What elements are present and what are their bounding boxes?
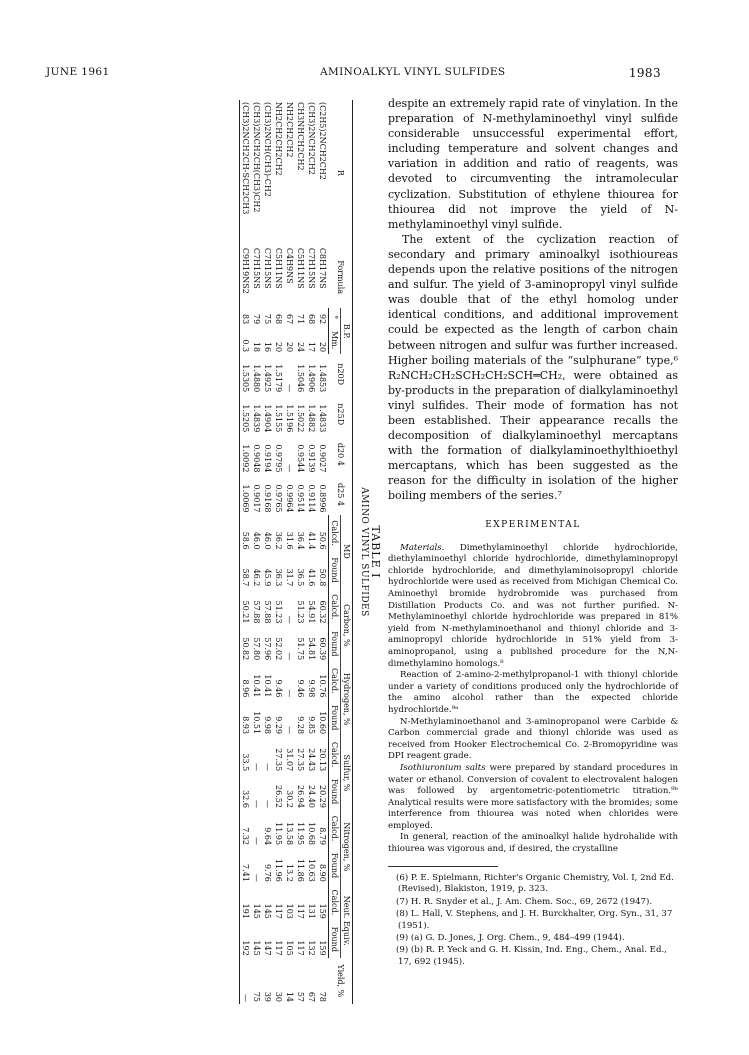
table-cell: 1.5305	[240, 354, 252, 394]
table-cell: 57.80	[252, 637, 261, 661]
table-cell: 36.2	[274, 531, 283, 550]
table-cell: C4H9NS	[285, 247, 294, 284]
table-cell: 31.7	[285, 568, 294, 587]
table-cell: 0.9139	[307, 444, 316, 473]
table-cell: 17	[307, 341, 316, 353]
table-cell: 51.23	[274, 600, 283, 624]
table-cell: 117	[274, 940, 283, 956]
col-bp-mm: Mm.	[329, 326, 341, 354]
table-cell: 13.58	[285, 822, 294, 846]
exp-general: In general, reaction of the aminoalkyl halide hydrohalide with thiourea was vigorous and, if desired, the crystalline	[388, 832, 678, 855]
table-cell: 0.9048	[252, 444, 261, 473]
table-body	[240, 100, 329, 1004]
table-cell: 57.88	[252, 600, 261, 624]
table-cell: 1.4880	[252, 364, 261, 393]
table-cell: 51.75	[296, 637, 305, 661]
col-d25: d25 4	[329, 474, 353, 514]
table-i	[80, 92, 386, 1012]
table-cell: C9H19NS2	[240, 246, 252, 309]
col-n20: n20D	[329, 354, 353, 394]
exp-isothiuronium-label: Isothiuronium salts	[400, 762, 486, 773]
table-cell: 68	[307, 313, 316, 325]
table-cell: 27.35	[296, 748, 305, 772]
table-cell: 147	[263, 940, 272, 956]
table-cell: 57.88	[263, 600, 272, 624]
table-cell: 8.96	[240, 662, 252, 699]
col-md-found: Found	[329, 552, 341, 589]
table-cell: 1.5196	[285, 404, 294, 433]
table-cell: 24.43	[307, 748, 316, 772]
reference-9b: (9) (b) R. P. Yeck and G. H. Kissin, Ind. Eng., Chem., Anal. Ed., 17, 692 (1945).	[396, 945, 667, 967]
table-cell: 13.2	[285, 864, 294, 882]
table-cell: 10.41	[263, 674, 272, 698]
col-h-calcd: Calcd.	[329, 662, 341, 699]
table-cell: 50.21	[240, 588, 252, 625]
table-cell: (CH3)2NCH2CH(CH3)CH2	[252, 102, 261, 213]
table-cell: —	[240, 958, 252, 1004]
table-cell: 191	[240, 884, 252, 921]
table-cell: 11.96	[274, 858, 283, 882]
table-cell: —	[252, 837, 261, 846]
reference-8: (8) L. Hall, V. Stephens, and J. H. Burckhalter, Org. Syn., 31, 37 (1951).	[396, 909, 673, 931]
table-cell: 60.32	[318, 600, 327, 624]
table-cell: 78	[318, 991, 328, 1002]
col-s-calcd: Calcd.	[329, 736, 341, 773]
table-cell: (CH3)2NCH2CH-SCH2CH3	[240, 100, 252, 246]
table-cell: —	[263, 799, 272, 808]
col-d20: d20 4	[329, 434, 353, 474]
table-cell: 0.9514	[296, 484, 305, 513]
exp-materials-text: Dimethylaminoethyl chloride hydrochloride, diethylaminoethyl chloride hydrochloride, dimethylaminopropyl chloride hydrochloride, and dimethylaminoisopropyl chloride hydrochloride were used as received from Michigan Chemical Co. Aminoethyl bromide hydrobromide was purchased from Distillation Products Co. and was not further purified. N-Methylaminoethyl chloride hydrochloride was prepared in 81% yield from N-methylaminoethanol and thionyl chloride and 3-aminopropyl chloride hydrochloride in 51% yield from 3-aminopropanol, using a published procedure for the N,N-dimethylamino homologs.⁸	[388, 542, 678, 669]
table-cell: 131	[307, 903, 316, 919]
table-cell: 0.9114	[307, 484, 316, 513]
table-cell: —	[285, 726, 294, 735]
table-cell: 0.8996	[318, 484, 328, 513]
table-cell: 192	[240, 921, 252, 958]
table-cell: 0.3	[240, 326, 252, 354]
table-cell: 1.5155	[274, 404, 283, 433]
table-cell: 9.98	[263, 716, 272, 735]
table-cell: NH2CH2CH2CH2	[274, 102, 283, 176]
table-title: TABLE I	[369, 525, 382, 579]
table-cell: C7H15NS	[263, 247, 272, 289]
table-cell: 68	[274, 313, 283, 325]
table-cell: 52.02	[274, 637, 283, 661]
table-cell: C5H11NS	[274, 247, 283, 289]
table-cell: NH2CH2CH2	[285, 102, 294, 158]
table-cell: 54.91	[307, 600, 316, 624]
exp-isothiuronium-text: were prepared by standard procedures in water or ethanol. Conversion of covalent to electrovalent halogen was followed by argentometric-potentiometric titration.⁹ᵇ Analytical results were more satisfactory with the bromides; some interference from thiourea was noted when chlorides were employed.	[388, 762, 678, 831]
table-cell: 1.4853	[318, 364, 328, 393]
table-row	[273, 100, 284, 1004]
table-cell: 1.5022	[296, 404, 305, 433]
table-cell: 9.46	[296, 679, 305, 698]
table-cell: 26.94	[296, 785, 305, 808]
table-cell: C5H11NS	[296, 247, 305, 289]
exp-reagents: N-Methylaminoethanol and 3-aminopropanol were Carbide & Carbon commercial grade and thionyl chloride was used as received from Hooker Electrochemical Co. 2-Bromopyridine was DPI reagent grade.	[388, 716, 678, 762]
table-cell: 92	[318, 313, 327, 325]
table-cell: (C2H5)2NCH2CH2	[318, 102, 328, 180]
col-group-bp: B.P.	[341, 308, 353, 354]
table-cell: 1.5179	[274, 364, 283, 393]
table-cell: —	[252, 763, 261, 772]
table-cell: 32.6	[240, 773, 252, 810]
table-cell: —	[285, 689, 294, 698]
col-c-calcd: Calcd.	[329, 588, 341, 625]
paragraph-2: The extent of the cyclization reaction of secondary and primary aminoalkyl isothioureas depends upon the relative positions of the nitrogen and sulfur. The yield of 3-aminopropyl vinyl sulfide was double that of the ethyl homolog under identical conditions, and additional improvement could be expected as the length of carbon chain between nitrogen and sulfur was further increased. Higher boiling materials of the “sulphurane” type,⁶ R₂NCH₂CH₂SCH₂CH₂SCH═CH₂, were obtained as by-products in the preparation of dialkylaminoethyl vinyl sulfides. Their mode of formation has not been established. Their appearance recalls the decomposition of dialkylaminoethyl mercaptans with the formation of dialkylaminoethylthioethyl mercaptans, which has been suggested as the reason for the difficulty in isolation of the higher boiling members of the series.⁷	[388, 232, 678, 503]
table-cell: 117	[296, 940, 305, 956]
table-cell: 9.29	[274, 716, 283, 735]
table-cell: 0.9027	[318, 444, 328, 473]
exp-materials-label: Materials.	[400, 542, 445, 553]
reference-7: (7) H. R. Snyder et al., J. Am. Chem. Soc., 69, 2672 (1947).	[396, 896, 653, 907]
table-cell: 8.93	[240, 699, 252, 736]
table-cell: 145	[263, 903, 272, 919]
table-cell: 31.07	[285, 748, 294, 772]
table-cell: 0.9168	[263, 484, 272, 513]
table-cell: 10.68	[307, 822, 316, 846]
table-cell: 57	[296, 991, 305, 1002]
col-group-nitrogen: Nitrogen, %	[341, 810, 353, 884]
table-cell: 24	[296, 341, 305, 353]
table-cell: 0.9544	[296, 444, 305, 473]
footnote-rule	[388, 866, 498, 867]
table-cell: 71	[296, 313, 305, 325]
table-cell: —	[285, 464, 294, 473]
table-cell: C7H15NS	[307, 247, 316, 289]
table-cell: —	[252, 799, 261, 808]
table-cell: 50.82	[240, 625, 252, 662]
table-cell: 9.85	[307, 716, 316, 735]
rotated-table-block	[80, 92, 386, 1012]
table-cell: 159	[318, 940, 327, 956]
table-cell: C8H17NS	[318, 247, 328, 289]
table-cell: 30	[274, 991, 283, 1002]
table-cell: CH3NHCH2CH2	[296, 102, 305, 171]
table-subtitle: AMINO VINYL SULFIDES	[359, 487, 369, 617]
table-cell: 41.6	[307, 568, 316, 587]
col-ne-calcd: Calcd.	[329, 884, 341, 921]
table-row	[306, 100, 317, 1004]
table-cell: —	[285, 652, 294, 661]
table-cell: 41.4	[307, 531, 316, 550]
col-c-found: Found	[329, 625, 341, 662]
table-row	[284, 100, 295, 1004]
table-cell: 7.32	[240, 810, 252, 847]
exp-isothiuronium	[388, 763, 678, 833]
running-header-date: JUNE 1961	[46, 66, 110, 78]
table-cell: 1.4833	[318, 404, 328, 433]
table-cell: 51.23	[296, 600, 305, 624]
table-cell: 60.39	[318, 637, 327, 661]
table-cell: 46.2	[252, 568, 261, 587]
table-cell: 0.9194	[263, 444, 272, 473]
table-cell: (CH3)2NCH2CH2	[307, 102, 316, 175]
col-ne-found: Found	[329, 921, 341, 958]
running-header-title: AMINOALKYL VINYL SULFIDES	[320, 66, 506, 78]
table-cell: 0.9964	[285, 484, 294, 513]
table-cell: 31.6	[285, 531, 294, 550]
table-cell: 36.5	[296, 568, 305, 587]
table-row	[240, 100, 252, 1004]
table-row	[295, 100, 306, 1004]
table-cell: 18	[252, 341, 261, 353]
table-cell: 1.5046	[296, 364, 305, 393]
table-cell: —	[263, 763, 272, 772]
table-cell: 33.5	[240, 736, 252, 773]
table-cell: 20	[285, 341, 294, 353]
table-cell: 10.41	[252, 674, 261, 698]
table-cell: 8.79	[318, 827, 327, 846]
table-cell: 9.76	[263, 864, 272, 882]
col-group-md: MD	[341, 515, 353, 589]
col-md-calcd: Calcd.	[329, 515, 341, 552]
table-cell: 75	[263, 313, 272, 325]
col-group-neut: Neut. Equiv.	[341, 884, 353, 958]
col-formula: Formula	[329, 246, 353, 309]
table-cell: 57.96	[263, 637, 272, 661]
table-cell: 26.52	[274, 785, 283, 808]
table-row	[251, 100, 262, 1004]
reference-9a: (9) (a) G. D. Jones, J. Org. Chem., 9, 484–499 (1944).	[396, 933, 625, 944]
table-cell: 20	[318, 341, 327, 353]
table-cell: 20	[274, 341, 283, 353]
col-n-calcd: Calcd.	[329, 810, 341, 847]
table-cell: 75	[252, 991, 261, 1002]
table-cell: 50.8	[318, 568, 327, 587]
table-cell: 24.40	[307, 785, 316, 808]
table-cell: 103	[285, 903, 294, 919]
table-cell: 132	[307, 940, 316, 956]
table-cell: 20.29	[318, 785, 327, 808]
table-cell: 145	[252, 903, 261, 919]
table-cell: 10.63	[307, 858, 316, 882]
col-r: R	[329, 100, 353, 246]
table-cell: 10.51	[252, 711, 261, 735]
table-cell: 0.9795	[274, 444, 283, 473]
table-cell: 1.0069	[240, 474, 252, 514]
table-cell: 45.9	[263, 568, 272, 587]
table-cell: 1.4839	[252, 404, 261, 433]
table-cell: 10.76	[318, 674, 327, 698]
table-cell: —	[252, 873, 261, 882]
footnotes	[388, 866, 678, 969]
table-cell: 36.4	[296, 531, 305, 550]
table-cell: C7H15NS	[252, 247, 261, 289]
table-cell: (CH3)2NCH(CH3)-CH2	[263, 102, 272, 197]
table-row	[262, 100, 273, 1004]
table-cell: 117	[274, 903, 283, 919]
table-cell: 11.95	[296, 822, 305, 846]
col-bp-deg: °	[329, 308, 341, 326]
table-cell: 79	[252, 313, 261, 325]
table-cell: 58.6	[240, 515, 252, 552]
table-cell: 46.0	[252, 531, 261, 550]
col-group-carbon: Carbon, %	[341, 588, 353, 662]
table-cell: 46.0	[263, 531, 272, 550]
table-row	[317, 100, 329, 1004]
col-group-hydrogen: Hydrogen, %	[341, 662, 353, 736]
table-cell: 1.4904	[263, 404, 272, 433]
col-n25: n25D	[329, 394, 353, 434]
table-cell: 0.9765	[274, 484, 283, 513]
table-cell: 1.4906	[307, 364, 316, 393]
col-h-found: Found	[329, 699, 341, 736]
table-cell: 1.4882	[307, 404, 316, 433]
table-cell: 11.95	[274, 822, 283, 846]
table-cell: 27.35	[274, 748, 283, 772]
col-n-found: Found	[329, 847, 341, 884]
table-cell: 159	[318, 903, 327, 919]
table-cell: 9.28	[296, 716, 305, 735]
table-cell: 0.9017	[252, 484, 261, 513]
page-number: 1983	[628, 66, 661, 80]
table-cell: 39	[263, 991, 272, 1002]
table-cell: 117	[296, 903, 305, 919]
table-cell: 67	[307, 991, 316, 1002]
table-cell: 14	[285, 991, 294, 1002]
table-cell: —	[285, 615, 294, 624]
data-table	[239, 100, 353, 1004]
table-cell: 1.5205	[240, 394, 252, 434]
paragraph-1: despite an extremely rapid rate of vinylation. In the preparation of N-methylaminoethyl vinyl sulfide considerable unsuccessful experimental effort, including temperature and solvent changes and variation in addition and ratio of reagents, was devoted to circumventing the intramolecular cyclization. Substitution of ethylene thiourea for thiourea did not improve the yield of N-methylaminoethyl vinyl sulfide.	[388, 97, 678, 231]
exp-materials	[388, 543, 678, 671]
table-cell: 10.60	[318, 711, 327, 735]
reference-6: (6) P. E. Spielmann, Richter's Organic Chemistry, Vol. I, 2nd Ed. (Revised), Blakiston, 1919, p. 323.	[396, 873, 674, 895]
table-cell: 1.0092	[240, 434, 252, 474]
table-cell: —	[285, 384, 294, 393]
table-cell: 54.81	[307, 637, 316, 661]
col-group-sulfur: Sulfur, %	[341, 736, 353, 810]
exp-reaction: Reaction of 2-amino-2-methylpropanol-1 with thionyl chloride under a variety of conditions produced only the hydrochloride of the amino alcohol rather than the expected chloride hydrochloride.⁹ᵃ	[388, 670, 678, 715]
table-cell: 145	[252, 940, 261, 956]
right-column	[388, 96, 678, 856]
table-cell: 11.86	[296, 858, 305, 882]
table-cell: 83	[240, 308, 252, 326]
table-cell: 7.41	[240, 847, 252, 884]
table-cell: 67	[285, 313, 294, 325]
experimental-section	[388, 543, 678, 856]
table-cell: 50.6	[318, 531, 327, 550]
table-cell: 9.64	[263, 827, 272, 846]
table-cell: 20.13	[318, 748, 327, 772]
table-cell: 58.7	[240, 552, 252, 589]
section-heading: EXPERIMENTAL	[485, 519, 581, 530]
table-cell: 36.3	[274, 568, 283, 587]
table-cell: 9.98	[307, 679, 316, 698]
table-cell: 9.46	[274, 679, 283, 698]
table-cell: 16	[263, 341, 272, 353]
col-s-found: Found	[329, 773, 341, 810]
table-cell: 1.4925	[263, 364, 272, 393]
table-cell: 8.90	[318, 864, 327, 882]
table-cell: 105	[285, 940, 294, 956]
table-cell: 30.2	[285, 790, 294, 808]
col-group-yield: Yield, %	[329, 958, 353, 1004]
